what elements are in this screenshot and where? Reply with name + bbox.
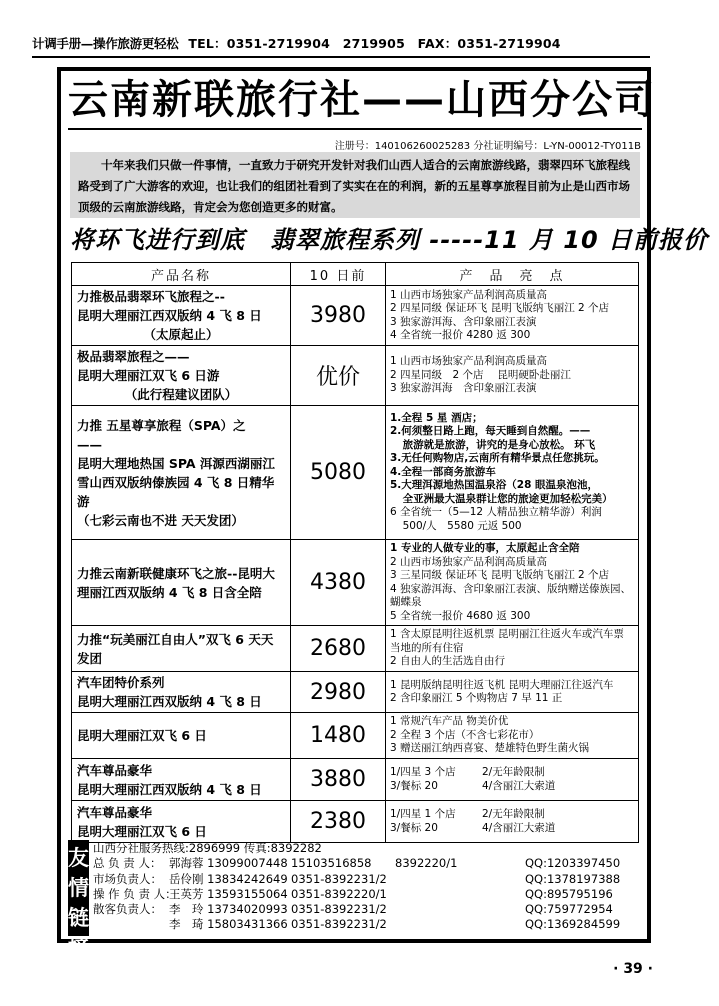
contact-name: 王英芳 13593155064 [169, 886, 288, 901]
contact-phone: 15103516858 [291, 856, 372, 871]
contact-name: 郭海蓉 13099007448 [169, 856, 288, 871]
product-name-cell [72, 540, 291, 626]
product-price: 5080 [291, 406, 386, 540]
table-row [72, 801, 639, 843]
product-features [386, 346, 639, 406]
product-price: 1480 [291, 713, 386, 759]
product-price: 优价 [291, 346, 386, 406]
product-name-line: 昆明大理丽江双飞 6 日 [77, 823, 207, 839]
product-name-line: 汽车尊品豪华 [77, 762, 153, 778]
feature-row [390, 780, 634, 794]
product-name-line: 汽车尊品豪华 [77, 804, 153, 820]
product-name-cell [72, 346, 291, 406]
header-slogan: 计调手册—操作旅游更轻松 [32, 36, 179, 51]
page-title: 云南新联旅行社——山西分公司 [68, 74, 642, 130]
price-table [71, 262, 639, 843]
feature-line: 全亚洲最大温泉群让您的旅途更加轻松完美） [402, 492, 613, 505]
product-features [386, 713, 639, 759]
feature-line: 1 专业的人做专业的事，太原起止含全陪 [390, 542, 580, 554]
feature-line: 3 独家游洱海 含印象丽江表演 [390, 382, 537, 395]
contact-qq: QQ:895795196 [525, 886, 613, 901]
feature-line: 6 全省统一（5—12 人精品独立精华游）利润 [390, 506, 602, 519]
product-price: 2380 [291, 801, 386, 843]
product-name-line: 昆明大理地热国 SPA 洱源西湖丽江雪山西双版纳傣族园 4 飞 8 日精华游 [77, 455, 275, 509]
contact-phone: 0351-8392231/2 [291, 871, 387, 886]
table-row [72, 626, 639, 672]
product-features [386, 801, 639, 843]
header-highlights: 产 品 亮 点 [386, 263, 639, 286]
intro-paragraph: 十年来我们只做一件事情，一直致力于研究开发针对我们山西人适合的云南旅游线路，翡翠四环飞旅程线路受到了广大游客的欢迎，也让我们的组团社看到了实实在在的利润，新的五星尊享旅程目前为止是山西市场顶级的云南旅游线路，肯定会为您创造更多的财富。 [70, 152, 640, 218]
table-row [72, 286, 639, 346]
label-char: 链 [68, 906, 89, 930]
contact-phone: 0351-8392231/2 [291, 902, 387, 917]
feature-line: 2 自由人的生活选自由行 [390, 655, 506, 668]
product-name-cell [72, 672, 291, 713]
feature-line: 4/含丽江大索道 [482, 779, 556, 792]
product-price: 3980 [291, 286, 386, 346]
feature-line: 5.大理洱源地热国温泉浴（28 眼温泉泡池， [390, 479, 599, 492]
product-price: 4380 [291, 540, 386, 626]
contact-role: 散客负责人： [93, 902, 162, 917]
feature-line: 2.何须整日路上跑，每天睡到自然醒。—— [390, 425, 591, 438]
contact-row [93, 856, 645, 871]
product-name-line: 力推“玩美丽江自由人”双飞 6 天天发团 [77, 631, 274, 666]
product-features [386, 286, 639, 346]
feature-line: 4 独家游洱海、含印象丽江表演、版纳赠送傣族园、蝴蝶泉 [390, 582, 632, 608]
feature-row [390, 766, 634, 780]
contact-box [68, 840, 640, 960]
product-name-cell [72, 406, 291, 540]
table-row [72, 713, 639, 759]
product-name-line: （太原起止） [143, 327, 219, 342]
contact-phone: 0351-8392231/2 [291, 917, 387, 932]
header-contact: TEL：0351-2719904 2719905 FAX：0351-2719904 [188, 36, 561, 51]
product-name-cell [72, 759, 291, 801]
feature-line: 4/含丽江大索道 [482, 821, 556, 834]
feature-line: 3 赠送丽江纳西喜宴、楚雄特色野生菌火锅 [390, 742, 590, 755]
product-name-line: 力推 五星尊享旅程（SPA）之 [77, 417, 246, 433]
product-name-line: 昆明大理丽江西双版纳 4 飞 8 日 [77, 781, 262, 797]
product-features [386, 759, 639, 801]
table-header-row [72, 263, 639, 286]
hotline: 山西分社服务热线:2896999 传真:8392282 [93, 841, 322, 855]
product-price: 3880 [291, 759, 386, 801]
contact-row [93, 887, 645, 902]
product-name-line: 昆明大理丽江西双版纳 4 飞 8 日 [77, 308, 262, 323]
label-char: 友 [68, 846, 89, 870]
contact-phone-2: 8392220/1 [395, 856, 458, 871]
contact-row [93, 902, 645, 917]
feature-line: 500/人 5580 元返 500 [402, 519, 522, 532]
product-name-cell [72, 626, 291, 672]
product-name-line: （此行程建议团队） [124, 387, 238, 402]
top-header [32, 30, 650, 58]
feature-line: 1 山西市场独家产品利润高质量高 [390, 355, 548, 368]
product-name-line: 极品翡翠旅程之—— [77, 349, 190, 364]
feature-line: 3.无任何购物店,云南所有精华景点任您挑玩。 [390, 452, 605, 465]
feature-line: 旅游就是旅游，讲究的是身心放松。 环飞 [402, 438, 596, 451]
contact-role [93, 917, 169, 932]
table-row [72, 672, 639, 713]
table-row [72, 759, 639, 801]
product-features [386, 406, 639, 540]
feature-line: 3 独家游洱海、含印象丽江表演 [390, 315, 537, 328]
feature-line: 1 含太原昆明往返机票 昆明丽江往返火车或汽车票 当地的所有住宿 [390, 628, 624, 654]
feature-line: 3/餐标 20 [390, 779, 438, 792]
contact-qq: QQ:1378197388 [525, 871, 621, 886]
product-name-cell [72, 286, 291, 346]
page-number: · 39 · [613, 961, 653, 977]
contact-name: 李 玲 13734020993 [169, 902, 288, 917]
feature-line: 2/无年龄限制 [482, 766, 545, 778]
label-char: 情 [68, 876, 89, 900]
product-name-line: 昆明大理丽江双飞 6 日游 [77, 368, 220, 383]
product-price: 2680 [291, 626, 386, 672]
contact-rows [89, 840, 645, 936]
feature-row [390, 808, 634, 822]
price-headline: 将环飞进行到底 翡翠旅程系列 -----11 月 10 日前报价 [70, 226, 709, 254]
product-name-line: 昆明大理丽江西双版纳 4 飞 8 日 [77, 694, 262, 709]
product-name-line: 昆明大理丽江双飞 6 日 [77, 728, 207, 743]
product-price: 2980 [291, 672, 386, 713]
contact-row [93, 917, 645, 932]
feature-line: 1/四星 1 个店 [390, 808, 456, 820]
contact-role: 操 作 负 责 人： [93, 886, 177, 901]
contact-role: 市场负责人： [93, 871, 162, 886]
product-name-line: 力推极品翡翠环飞旅程之-- [77, 289, 225, 304]
feature-line: 2 山西市场独家产品利润高质量高 [390, 555, 548, 568]
contact-qq: QQ:759772954 [525, 902, 613, 917]
feature-line: 3 三星同级 保证环飞 昆明飞版纳飞丽江 2 个店 [390, 569, 610, 581]
product-name-cell [72, 801, 291, 843]
feature-line: 2 含印象丽江 5 个购物店 7 早 11 正 [390, 692, 563, 704]
product-name-line: （七彩云南也不进 天天发团） [77, 512, 244, 528]
feature-line: 1.全程 5 星 酒店； [390, 411, 483, 424]
header-price: 10 日前 [291, 263, 386, 286]
product-name-line: 力推云南新联健康环飞之旅--昆明大理丽江西双版纳 4 飞 8 日含全陪 [77, 565, 275, 600]
contact-qq: QQ:1369284599 [525, 917, 621, 932]
feature-line: 1 山西市场独家产品利润高质量高 [390, 288, 548, 301]
feature-line: 1 昆明版纳昆明往返飞机 昆明大理丽江往返汽车 [390, 678, 614, 691]
table-row [72, 406, 639, 540]
contact-phone: 0351-8392220/1 [291, 886, 387, 901]
feature-line: 4.全程一部商务旅游车 [390, 465, 496, 478]
feature-line: 2 全程 3 个店（不含七彩花市） [390, 728, 540, 741]
contact-role: 总 负 责 人： [93, 856, 162, 871]
feature-row [390, 822, 634, 836]
product-name-line: —— [77, 436, 102, 452]
feature-line: 3/餐标 20 [390, 821, 438, 834]
feature-line: 4 全省统一报价 4280 返 300 [390, 329, 531, 341]
feature-line: 1 常规汽车产品 物美价优 [390, 715, 509, 728]
contact-name: 李 琦 15803431366 [169, 917, 288, 932]
product-name-cell [72, 713, 291, 759]
product-features [386, 672, 639, 713]
feature-line: 5 全省统一报价 4680 返 300 [390, 609, 531, 622]
table-row [72, 540, 639, 626]
header-product-name: 产品名称 [72, 263, 291, 286]
registration-number: 注册号：140106260025283 分社证明编号：L-YN-00012-TY011B [334, 141, 641, 152]
label-char: 接 [68, 936, 89, 960]
contact-name: 岳伶刚 13834242649 [169, 871, 288, 886]
feature-line: 2/无年龄限制 [482, 808, 545, 820]
feature-line: 1/四星 3 个店 [390, 766, 456, 778]
product-features [386, 540, 639, 626]
feature-line: 2 四星同级 2 个店 昆明硬卧赴丽江 [390, 368, 571, 381]
contact-label [68, 840, 89, 960]
contact-qq: QQ:1203397450 [525, 856, 621, 871]
product-features [386, 626, 639, 672]
table-row [72, 346, 639, 406]
product-name-line: 汽车团特价系列 [77, 675, 165, 690]
contact-row [93, 872, 645, 887]
feature-line: 2 四星同级 保证环飞 昆明飞版纳飞丽江 2 个店 [390, 302, 610, 314]
